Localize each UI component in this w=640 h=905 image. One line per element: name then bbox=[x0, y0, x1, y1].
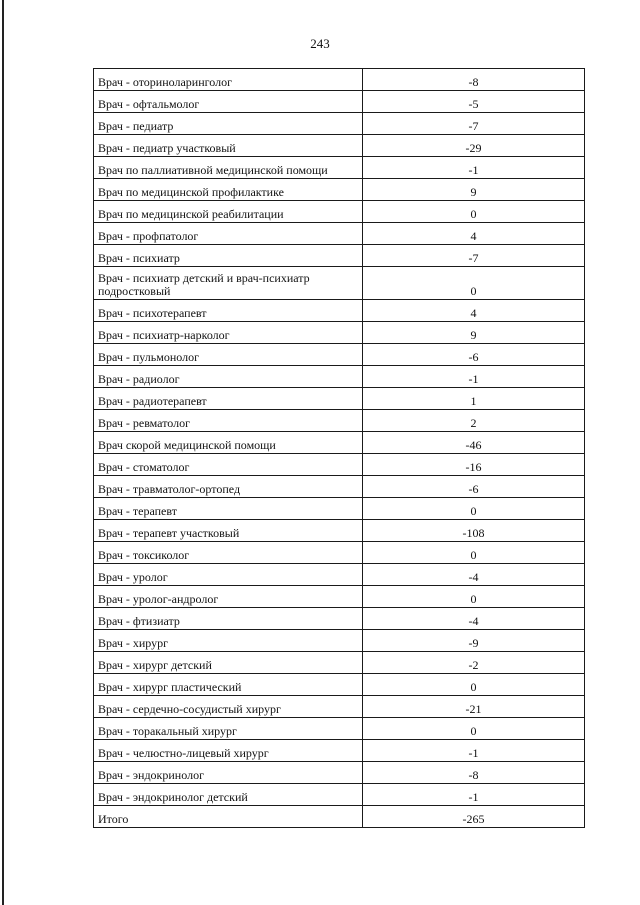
table-row bbox=[94, 586, 585, 608]
position-value-cell: 2 bbox=[363, 410, 585, 432]
table-row bbox=[94, 652, 585, 674]
position-value-cell: -4 bbox=[363, 564, 585, 586]
position-name-cell: Врач - челюстно-лицевый хирург bbox=[94, 740, 363, 762]
position-value-cell: -16 bbox=[363, 454, 585, 476]
position-name-cell: Врач - уролог-андролог bbox=[94, 586, 363, 608]
position-value-cell: -265 bbox=[363, 806, 585, 828]
table-row bbox=[94, 366, 585, 388]
position-value-cell: -4 bbox=[363, 608, 585, 630]
table-row bbox=[94, 564, 585, 586]
table-row bbox=[94, 245, 585, 267]
position-value-cell: -46 bbox=[363, 432, 585, 454]
table-row bbox=[94, 542, 585, 564]
position-name-cell: Врач - хирург пластический bbox=[94, 674, 363, 696]
staffing-table-body bbox=[94, 69, 585, 828]
position-name-cell: Врач - сердечно-сосудистый хирург bbox=[94, 696, 363, 718]
position-name-cell: Врач по медицинской реабилитации bbox=[94, 201, 363, 223]
table-row bbox=[94, 674, 585, 696]
position-value-cell: 0 bbox=[363, 542, 585, 564]
table-row bbox=[94, 498, 585, 520]
table-row bbox=[94, 223, 585, 245]
position-value-cell: 0 bbox=[363, 201, 585, 223]
position-name-cell: Врач - травматолог-ортопед bbox=[94, 476, 363, 498]
position-value-cell: -21 bbox=[363, 696, 585, 718]
table-row bbox=[94, 344, 585, 366]
position-name-cell: Врач - пульмонолог bbox=[94, 344, 363, 366]
position-name-cell: Врач - стоматолог bbox=[94, 454, 363, 476]
position-name-cell: Врач - психиатр bbox=[94, 245, 363, 267]
table-row bbox=[94, 718, 585, 740]
position-name-cell: Врач - радиолог bbox=[94, 366, 363, 388]
position-name-cell: Врач - токсиколог bbox=[94, 542, 363, 564]
position-name-cell: Врач - ревматолог bbox=[94, 410, 363, 432]
position-name-cell: Врач - эндокринолог детский bbox=[94, 784, 363, 806]
position-name-cell: Врач - радиотерапевт bbox=[94, 388, 363, 410]
position-name-cell: Врач - терапевт участковый bbox=[94, 520, 363, 542]
table-row bbox=[94, 135, 585, 157]
position-value-cell: -2 bbox=[363, 652, 585, 674]
table-row bbox=[94, 91, 585, 113]
position-value-cell: -29 bbox=[363, 135, 585, 157]
position-value-cell: 0 bbox=[363, 267, 585, 300]
table-row bbox=[94, 201, 585, 223]
staffing-table bbox=[93, 68, 585, 828]
table-row bbox=[94, 410, 585, 432]
position-name-cell: Врач - педиатр участковый bbox=[94, 135, 363, 157]
position-name-cell: Врач - оториноларинголог bbox=[94, 69, 363, 91]
position-name-cell: Врач - профпатолог bbox=[94, 223, 363, 245]
position-name-cell: Врач - уролог bbox=[94, 564, 363, 586]
position-name-cell: Итого bbox=[94, 806, 363, 828]
page-number: 243 bbox=[310, 36, 330, 51]
position-value-cell: -9 bbox=[363, 630, 585, 652]
position-name-cell: Врач - фтизиатр bbox=[94, 608, 363, 630]
position-name-cell: Врач по паллиативной медицинской помощи bbox=[94, 157, 363, 179]
position-value-cell: 0 bbox=[363, 586, 585, 608]
position-value-cell: -7 bbox=[363, 113, 585, 135]
position-name-cell: Врач - психотерапевт bbox=[94, 300, 363, 322]
position-name-cell: Врач скорой медицинской помощи bbox=[94, 432, 363, 454]
position-name-cell: Врач - хирург детский bbox=[94, 652, 363, 674]
position-name-cell: Врач - офтальмолог bbox=[94, 91, 363, 113]
position-value-cell: 4 bbox=[363, 223, 585, 245]
total-row bbox=[94, 806, 585, 828]
position-value-cell: 1 bbox=[363, 388, 585, 410]
position-value-cell: -1 bbox=[363, 366, 585, 388]
table-row bbox=[94, 69, 585, 91]
position-value-cell: -108 bbox=[363, 520, 585, 542]
position-value-cell: 4 bbox=[363, 300, 585, 322]
table-row bbox=[94, 322, 585, 344]
table-row bbox=[94, 696, 585, 718]
position-value-cell: -6 bbox=[363, 476, 585, 498]
position-name-cell: Врач - терапевт bbox=[94, 498, 363, 520]
position-value-cell: 0 bbox=[363, 718, 585, 740]
table-row bbox=[94, 784, 585, 806]
position-name-cell: Врач - эндокринолог bbox=[94, 762, 363, 784]
position-value-cell: -1 bbox=[363, 740, 585, 762]
table-row bbox=[94, 432, 585, 454]
position-name-cell: Врач - педиатр bbox=[94, 113, 363, 135]
position-value-cell: -1 bbox=[363, 784, 585, 806]
position-value-cell: 0 bbox=[363, 674, 585, 696]
table-row bbox=[94, 476, 585, 498]
position-name-cell: Врач - торакальный хирург bbox=[94, 718, 363, 740]
position-name-cell: Врач - хирург bbox=[94, 630, 363, 652]
position-name-cell: Врач - психиатр детский и врач-психиатр подростковый bbox=[94, 267, 363, 300]
table-row bbox=[94, 740, 585, 762]
position-name-cell: Врач - психиатр-нарколог bbox=[94, 322, 363, 344]
position-value-cell: -8 bbox=[363, 69, 585, 91]
page-left-border bbox=[2, 0, 4, 905]
table-row bbox=[94, 300, 585, 322]
table-row bbox=[94, 157, 585, 179]
position-value-cell: -7 bbox=[363, 245, 585, 267]
position-value-cell: 9 bbox=[363, 179, 585, 201]
position-value-cell: -1 bbox=[363, 157, 585, 179]
position-value-cell: 0 bbox=[363, 498, 585, 520]
position-value-cell: -5 bbox=[363, 91, 585, 113]
table-row bbox=[94, 630, 585, 652]
table-row bbox=[94, 267, 585, 300]
table-row bbox=[94, 454, 585, 476]
table-row bbox=[94, 762, 585, 784]
table-row bbox=[94, 520, 585, 542]
table-row bbox=[94, 388, 585, 410]
table-row bbox=[94, 608, 585, 630]
position-value-cell: -6 bbox=[363, 344, 585, 366]
position-value-cell: 9 bbox=[363, 322, 585, 344]
position-name-cell: Врач по медицинской профилактике bbox=[94, 179, 363, 201]
position-value-cell: -8 bbox=[363, 762, 585, 784]
table-row bbox=[94, 179, 585, 201]
table-row bbox=[94, 113, 585, 135]
